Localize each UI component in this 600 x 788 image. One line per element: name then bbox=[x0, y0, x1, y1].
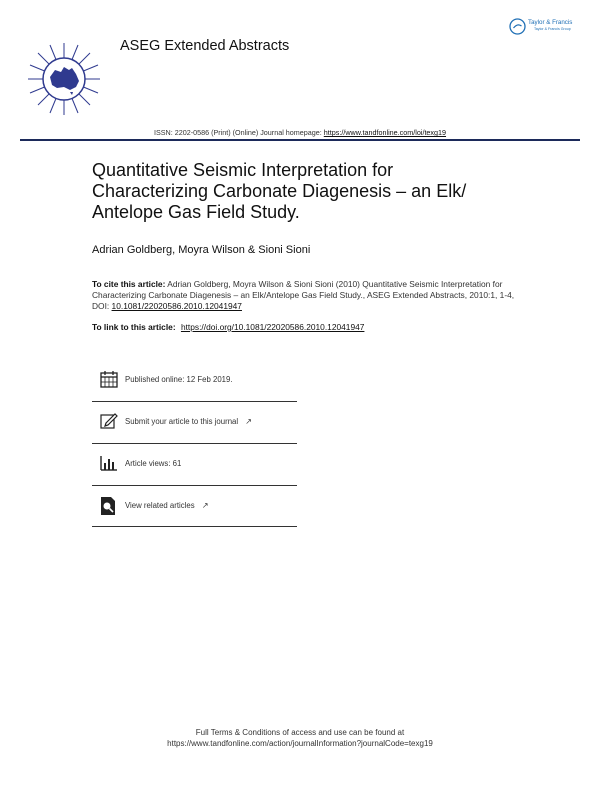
cite-label: To cite this article: bbox=[92, 279, 166, 289]
article-title: Quantitative Seismic Interpretation for Characterizing Carbonate Diagenesis – an Elk/ Antelope Gas Field Study. bbox=[92, 160, 467, 222]
journal-title: ASEG Extended Abstracts bbox=[120, 38, 290, 54]
published-online-label: Published online: 12 Feb 2019. bbox=[125, 375, 233, 384]
link-label: To link to this article: bbox=[92, 322, 176, 332]
external-link-icon: ↗ bbox=[201, 501, 209, 510]
footer-terms-text: Full Terms & Conditions of access and use can be found at bbox=[195, 728, 405, 737]
bar-chart-icon bbox=[100, 454, 120, 474]
submit-article-label: Submit your article to this journal bbox=[125, 417, 239, 426]
search-doc-icon bbox=[100, 496, 120, 516]
footer-terms-link[interactable]: https://www.tandfonline.com/action/journalInformation?journalCode=texg19 bbox=[167, 739, 433, 748]
article-link[interactable]: https://doi.org/10.1081/22020586.2010.12041947 bbox=[180, 322, 365, 332]
footer bbox=[0, 727, 600, 749]
issn-line bbox=[0, 128, 600, 137]
article-link-block bbox=[92, 322, 364, 332]
row-divider bbox=[92, 526, 297, 527]
taylor-francis-logo[interactable] bbox=[509, 16, 584, 38]
doi-link[interactable]: 10.1081/22020586.2010.12041947 bbox=[111, 301, 242, 311]
aseg-logo bbox=[26, 41, 102, 117]
taylor-francis-icon bbox=[509, 18, 526, 35]
submit-article-row[interactable] bbox=[92, 402, 297, 443]
article-views-row bbox=[92, 444, 297, 485]
journal-homepage-link[interactable]: https://www.tandfonline.com/loi/texg19 bbox=[323, 128, 447, 137]
cite-text: Adrian Goldberg, Moyra Wilson & Sioni Sioni (2010) Quantitative Seismic Interpretation for Characterizing Carbonate Diagenesis – an Elk/Antelope Gas Field Study., ASEG Extended Abstracts, 2010:1, 1-4, DOI: bbox=[92, 279, 515, 311]
article-views-label: Article views: 61 bbox=[125, 459, 182, 468]
header-divider bbox=[20, 139, 580, 141]
published-online-row bbox=[92, 360, 297, 401]
publisher-subtitle: Taylor & Francis Group bbox=[534, 27, 571, 31]
publisher-name: Taylor & Francis bbox=[528, 19, 573, 26]
edit-icon bbox=[100, 412, 120, 432]
related-articles-row[interactable] bbox=[92, 486, 297, 527]
issn-text: ISSN: 2202-0586 (Print) (Online) Journal homepage: bbox=[153, 128, 322, 137]
article-authors: Adrian Goldberg, Moyra Wilson & Sioni Sioni bbox=[92, 244, 311, 256]
related-articles-label: View related articles bbox=[125, 501, 195, 510]
external-link-icon: ↗ bbox=[245, 417, 252, 426]
calendar-icon bbox=[100, 370, 120, 390]
citation-block bbox=[92, 279, 522, 312]
